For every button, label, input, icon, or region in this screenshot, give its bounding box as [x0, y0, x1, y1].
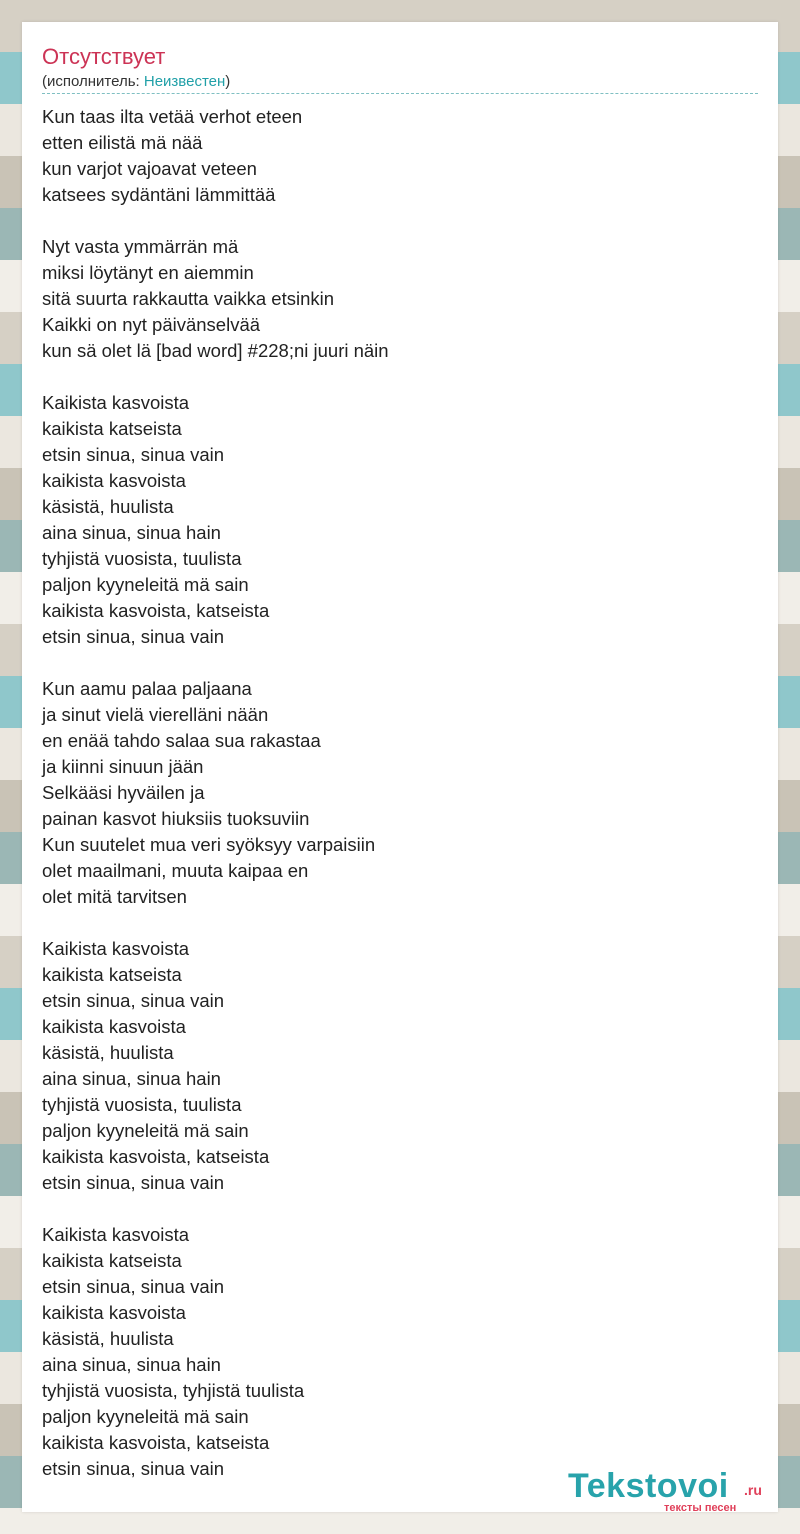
lyric-line: painan kasvot hiuksiis tuoksuviin	[42, 808, 310, 829]
stanza-gap	[42, 208, 389, 234]
lyric-line: käsistä, huulista	[42, 496, 174, 517]
lyric-line: Kun suutelet mua veri syöksyy varpaisiin	[42, 834, 376, 855]
lyric-line: etsin sinua, sinua vain	[42, 444, 225, 465]
lyric-line: Selkääsi hyväilen ja	[42, 782, 205, 803]
lyric-line: etsin sinua, sinua vain	[42, 1458, 225, 1479]
lyric-line: kaikista kasvoista, katseista	[42, 600, 270, 621]
logo-tld: .ru	[744, 1482, 762, 1498]
lyric-line: tyhjistä vuosista, tuulista	[42, 548, 242, 569]
lyric-line: etsin sinua, sinua vain	[42, 1172, 225, 1193]
lyric-line: käsistä, huulista	[42, 1328, 174, 1349]
artist-link[interactable]: Неизвестен	[143, 73, 226, 90]
lyric-line: tyhjistä vuosista, tuulista	[42, 1094, 242, 1115]
lyric-line: Kaikista kasvoista	[42, 392, 190, 413]
lyric-line: miksi löytänyt en aiemmin	[42, 262, 254, 283]
lyric-line: kaikista kasvoista	[42, 1016, 186, 1037]
artist-prefix: (исполнитель:	[42, 73, 144, 90]
lyric-line: kaikista kasvoista	[42, 1302, 186, 1323]
logo-tagline: тексты песен	[664, 1502, 737, 1514]
lyric-line: kaikista kasvoista, katseista	[42, 1146, 270, 1167]
logo-name: Tekstovoi	[568, 1467, 729, 1505]
stanza-gap	[42, 910, 389, 936]
lyric-line: Kun taas ilta vetää verhot eteen	[42, 106, 303, 127]
lyrics-card	[22, 22, 778, 1512]
lyric-line: kaikista kasvoista	[42, 470, 186, 491]
lyric-line: Kun aamu palaa paljaana	[42, 678, 252, 699]
song-title: Отсутствует	[42, 44, 166, 69]
lyric-line: etten eilistä mä nää	[42, 132, 203, 153]
lyric-line: Kaikista kasvoista	[42, 938, 190, 959]
lyric-line: aina sinua, sinua hain	[42, 522, 221, 543]
artist-suffix: )	[225, 73, 231, 90]
lyric-line: paljon kyyneleitä mä sain	[42, 1120, 249, 1141]
lyric-line: kun varjot vajoavat veteen	[42, 158, 257, 179]
stanza-gap	[42, 650, 389, 676]
lyric-line: kaikista katseista	[42, 964, 182, 985]
lyric-line: paljon kyyneleitä mä sain	[42, 574, 249, 595]
lyric-line: Kaikki on nyt päivänselvää	[42, 314, 261, 335]
artist-line	[42, 73, 230, 91]
lyric-line: ja sinut vielä vierelläni nään	[42, 704, 269, 725]
lyric-line: paljon kyyneleitä mä sain	[42, 1406, 249, 1427]
lyric-line: etsin sinua, sinua vain	[42, 990, 225, 1011]
stanza-gap	[42, 364, 389, 390]
lyric-line: tyhjistä vuosista, tyhjistä tuulista	[42, 1380, 305, 1401]
lyric-line: Kaikista kasvoista	[42, 1224, 190, 1245]
lyric-line: käsistä, huulista	[42, 1042, 174, 1063]
title-divider	[42, 93, 758, 94]
lyric-line: etsin sinua, sinua vain	[42, 626, 225, 647]
lyric-line: aina sinua, sinua hain	[42, 1068, 221, 1089]
lyric-line: Nyt vasta ymmärrän mä	[42, 236, 239, 257]
lyric-line: kun sä olet lä [bad word] #228;ni juuri näin	[42, 340, 389, 361]
lyric-line: olet maailmani, muuta kaipaa en	[42, 860, 309, 881]
site-logo[interactable]	[568, 1466, 778, 1512]
lyric-line: kaikista katseista	[42, 418, 182, 439]
lyric-line: katsees sydäntäni lämmittää	[42, 184, 276, 205]
lyric-line: kaikista kasvoista, katseista	[42, 1432, 270, 1453]
stanza-gap	[42, 1196, 389, 1222]
lyric-line: en enää tahdo salaa sua rakastaa	[42, 730, 321, 751]
lyric-line: aina sinua, sinua hain	[42, 1354, 221, 1375]
lyric-line: sitä suurta rakkautta vaikka etsinkin	[42, 288, 335, 309]
lyric-line: olet mitä tarvitsen	[42, 886, 187, 907]
lyric-line: kaikista katseista	[42, 1250, 182, 1271]
lyric-line: ja kiinni sinuun jään	[42, 756, 204, 777]
lyric-line: etsin sinua, sinua vain	[42, 1276, 225, 1297]
lyrics-text	[42, 104, 389, 1482]
